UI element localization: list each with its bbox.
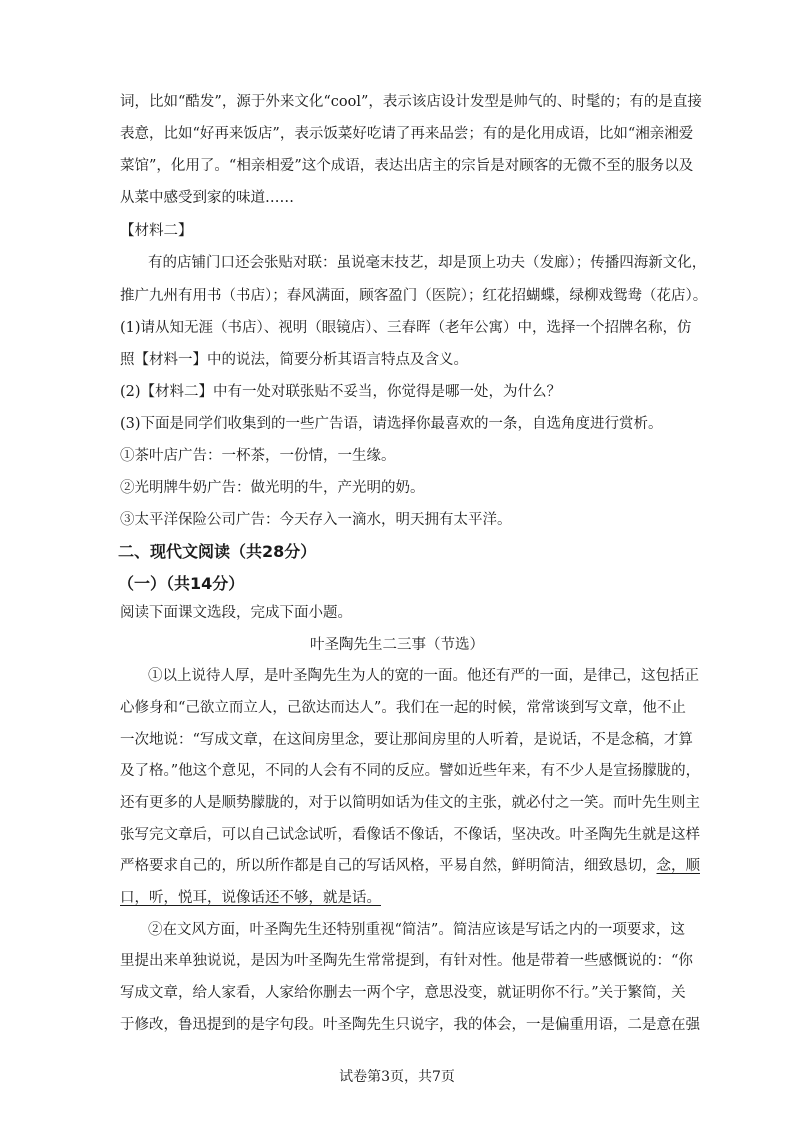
text-line: 严格要求自己的，所以所作都是自己的写话风格，平易自然，鲜明简洁，细致恳切，念，顺: [120, 858, 700, 874]
underlined-text: 念，顺: [656, 858, 700, 874]
text-line: (2)【材料二】中有一处对联张贴不妥当，你觉得是哪一处，为什么？: [120, 384, 562, 400]
text-line: 菜馆”，化用了。“相亲相爱”这个成语，表达出店主的宗旨是对顾客的无微不至的服务以及: [120, 158, 694, 174]
text-line: 心修身和“己欲立而立人，己欲达而达人”。我们在一起的时候，常常谈到写文章，他不止: [120, 700, 686, 716]
text-line: 词，比如“酷发”，源于外来文化“cool”，表示该店设计发型是帅气的、时髦的；有的是直接: [120, 94, 702, 110]
text-line: 【材料二】: [120, 223, 193, 239]
text-line: 里提出来单独说说，是因为叶圣陶先生常常提到，有针对性。他是带着一些感慨说的：“你: [120, 953, 693, 969]
text-line: ②光明牌牛奶广告：做光明的牛，产光明的奶。: [120, 480, 425, 496]
text-line: 于修改，鲁迅提到的是字句段。叶圣陶先生只说字，我的体会，一是偏重用语，二是意在强: [120, 1017, 700, 1033]
text-line: ②在文风方面，叶圣陶先生还特别重视“简洁”。简洁应该是写话之内的一项要求，这: [148, 922, 685, 938]
text-line: 口，听，悦耳，说像话还不够，就是话。: [120, 890, 381, 906]
section-heading: 二、现代文阅读（共28分）: [118, 542, 317, 561]
text-line: 照【材料一】中的说法，简要分析其语言特点及含义。: [120, 352, 468, 368]
text-line: 及了格。”他这个意见，不同的人会有不同的反应。譬如近些年来，有不少人是宣扬朦胧的，: [120, 763, 701, 779]
passage-title: 叶圣陶先生二三事（节选）: [310, 637, 484, 653]
text-line: 一次地说：“写成文章，在这间房里念，要让那间房里的人听着，是说话，不是念稿，才算: [120, 732, 693, 748]
text-line: 还有更多的人是顺势朦胧的，对于以简明如话为佳文的主张，就必付之一笑。而叶先生则主: [120, 795, 700, 811]
page-footer: 试卷第3页，共7页: [339, 1069, 455, 1085]
text-line: ③太平洋保险公司广告：今天存入一滴水，明天拥有太平洋。: [120, 512, 512, 528]
text-line: (1)请从知无涯（书店）、视明（眼镜店）、三春晖（老年公寓）中，选择一个招牌名称，仿: [120, 320, 692, 336]
text-line: 写成文章，给人家看，人家给你删去一两个字，意思没变，就证明你不行。”关于繁简，关: [120, 985, 686, 1001]
text-line: 表意，比如“好再来饭店”，表示饭菜好吃请了再来品尝；有的是化用成语，比如“湘亲湘爱: [120, 126, 694, 142]
text-line: 从菜中感受到家的味道……: [120, 190, 294, 206]
text-line: (3)下面是同学们收集到的一些广告语，请选择你最喜欢的一条，自选角度进行赏析。: [120, 416, 663, 432]
text-line: 张写完文章后，可以自己试念试听，看像话不像话，不像话，坚决改。叶圣陶先生就是这样: [120, 827, 700, 843]
text-line: 推广九州有用书（书店）；春风满面，顾客盈门（医院）；红花招蝴蝶，绿柳戏鸳鸯（花店）。: [120, 288, 708, 304]
section-heading: （一）（共14分）: [118, 574, 245, 593]
text-line: ①以上说待人厚，是叶圣陶先生为人的宽的一面。他还有严的一面，是律己，这包括正: [148, 668, 699, 684]
text-line: 有的店铺门口还会张贴对联：虽说毫末技艺，却是顶上功夫（发廊）；传播四海新文化，: [148, 255, 707, 271]
text-line: ①茶叶店广告：一杯茶，一份情，一生缘。: [120, 448, 396, 464]
text-line: 阅读下面课文选段，完成下面小题。: [120, 605, 352, 621]
